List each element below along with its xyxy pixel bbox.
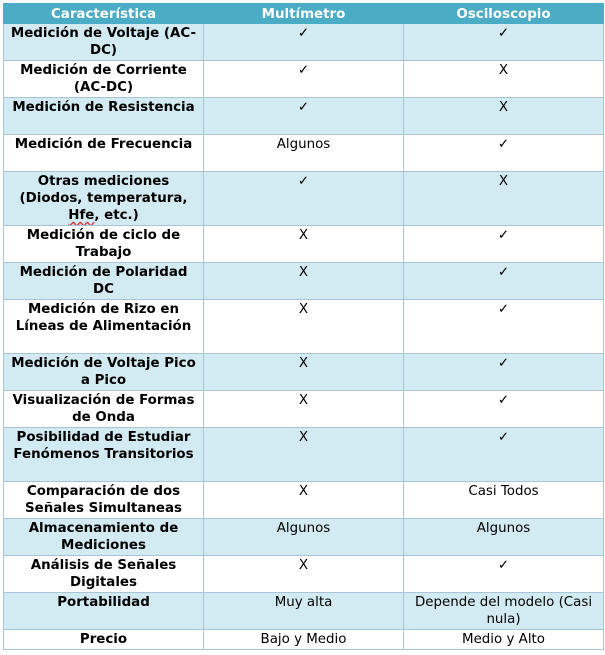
feature-cell: Portabilidad bbox=[4, 593, 204, 630]
feature-cell: Medición de Corriente (AC-DC) bbox=[4, 61, 204, 98]
osciloscopio-cell: ✓ bbox=[404, 300, 604, 354]
table-row bbox=[4, 172, 604, 226]
table-row bbox=[4, 630, 604, 650]
multimetro-cell: ✓ bbox=[204, 61, 404, 98]
feature-cell: Visualización de Formas de Onda bbox=[4, 391, 204, 428]
feature-cell: Almacenamiento de Mediciones bbox=[4, 519, 204, 556]
osciloscopio-cell: X bbox=[404, 61, 604, 98]
feature-cell: Medición de ciclo de Trabajo bbox=[4, 226, 204, 263]
osciloscopio-cell: Medio y Alto bbox=[404, 630, 604, 650]
multimetro-cell: ✓ bbox=[204, 172, 404, 226]
feature-text: , etc.) bbox=[94, 208, 139, 223]
osciloscopio-cell: ✓ bbox=[404, 391, 604, 428]
osciloscopio-cell: Casi Todos bbox=[404, 482, 604, 519]
table-row bbox=[4, 98, 604, 135]
feature-cell: Precio bbox=[4, 630, 204, 650]
header-row bbox=[4, 4, 604, 24]
spellcheck-flagged-word: Hfe bbox=[68, 208, 95, 223]
osciloscopio-cell: ✓ bbox=[404, 263, 604, 300]
multimetro-cell: ✓ bbox=[204, 24, 404, 61]
table-row bbox=[4, 391, 604, 428]
table-row bbox=[4, 556, 604, 593]
multimetro-cell: X bbox=[204, 428, 404, 482]
osciloscopio-cell: Depende del modelo (Casi nula) bbox=[404, 593, 604, 630]
multimetro-cell: X bbox=[204, 391, 404, 428]
multimetro-cell: Algunos bbox=[204, 519, 404, 556]
header-multimetro: Multímetro bbox=[204, 4, 404, 24]
multimetro-cell: X bbox=[204, 300, 404, 354]
osciloscopio-cell: ✓ bbox=[404, 354, 604, 391]
table-row bbox=[4, 135, 604, 172]
table-row bbox=[4, 482, 604, 519]
feature-cell: Medición de Voltaje Pico a Pico bbox=[4, 354, 204, 391]
osciloscopio-cell: ✓ bbox=[404, 24, 604, 61]
multimetro-cell: X bbox=[204, 263, 404, 300]
feature-cell: Medición de Polaridad DC bbox=[4, 263, 204, 300]
feature-cell: Posibilidad de Estudiar Fenómenos Transitorios bbox=[4, 428, 204, 482]
table-row bbox=[4, 263, 604, 300]
feature-cell bbox=[4, 172, 204, 226]
feature-cell: Medición de Resistencia bbox=[4, 98, 204, 135]
osciloscopio-cell: X bbox=[404, 172, 604, 226]
osciloscopio-cell: ✓ bbox=[404, 556, 604, 593]
multimetro-cell: ✓ bbox=[204, 98, 404, 135]
osciloscopio-cell: ✓ bbox=[404, 226, 604, 263]
multimetro-cell: Algunos bbox=[204, 135, 404, 172]
osciloscopio-cell: Algunos bbox=[404, 519, 604, 556]
table-row bbox=[4, 354, 604, 391]
table-row bbox=[4, 519, 604, 556]
table-row bbox=[4, 300, 604, 354]
feature-cell: Medición de Frecuencia bbox=[4, 135, 204, 172]
multimetro-cell: X bbox=[204, 226, 404, 263]
multimetro-cell: X bbox=[204, 354, 404, 391]
comparison-table bbox=[3, 3, 604, 650]
table-row bbox=[4, 24, 604, 61]
feature-cell: Medición de Rizo en Líneas de Alimentación bbox=[4, 300, 204, 354]
osciloscopio-cell: ✓ bbox=[404, 135, 604, 172]
multimetro-cell: Bajo y Medio bbox=[204, 630, 404, 650]
table-row bbox=[4, 61, 604, 98]
multimetro-cell: X bbox=[204, 556, 404, 593]
feature-cell: Comparación de dos Señales Simultaneas bbox=[4, 482, 204, 519]
table-row bbox=[4, 593, 604, 630]
table-row bbox=[4, 428, 604, 482]
header-caracteristica: Característica bbox=[4, 4, 204, 24]
osciloscopio-cell: ✓ bbox=[404, 428, 604, 482]
multimetro-cell: Muy alta bbox=[204, 593, 404, 630]
table-row bbox=[4, 226, 604, 263]
feature-cell: Análisis de Señales Digitales bbox=[4, 556, 204, 593]
osciloscopio-cell: X bbox=[404, 98, 604, 135]
multimetro-cell: X bbox=[204, 482, 404, 519]
header-osciloscopio: Osciloscopio bbox=[404, 4, 604, 24]
feature-cell: Medición de Voltaje (AC-DC) bbox=[4, 24, 204, 61]
feature-text: Otras mediciones (Diodos, temperatura, bbox=[19, 174, 188, 206]
